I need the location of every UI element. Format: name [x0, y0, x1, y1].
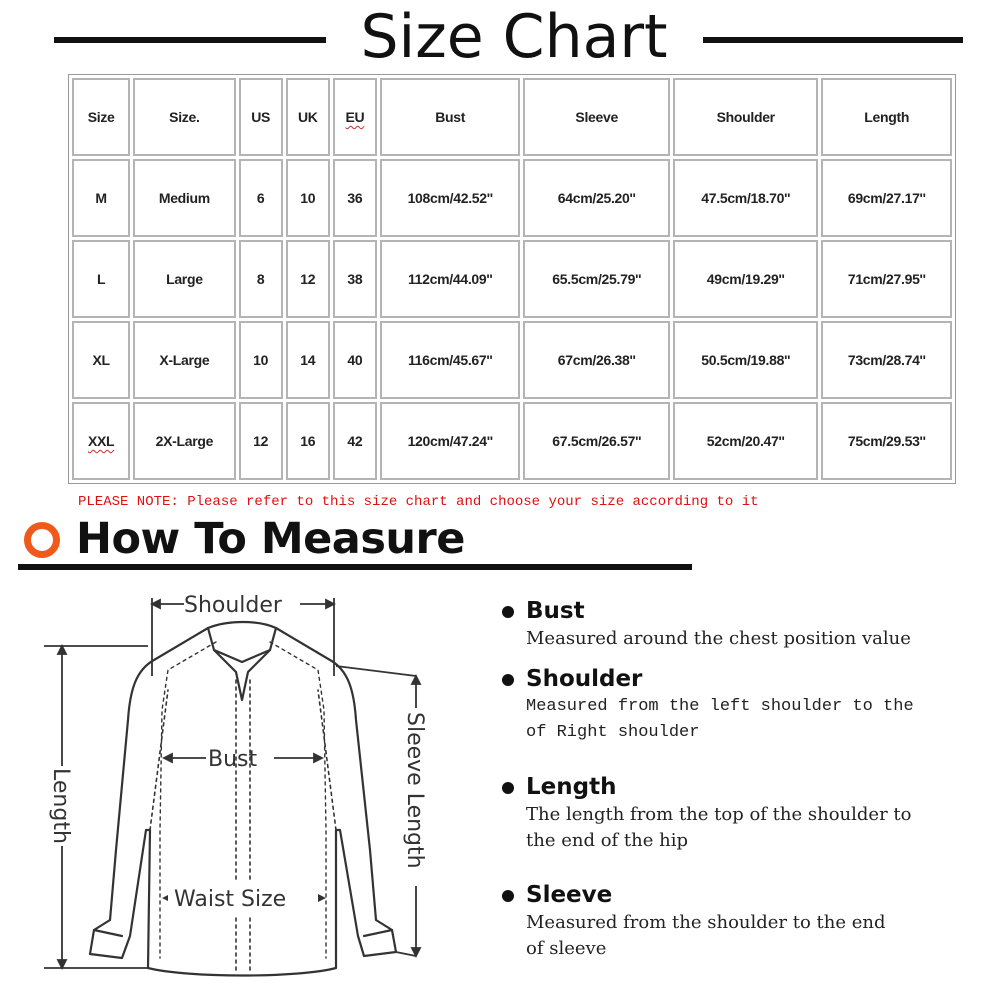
header-cell-bust: Bust — [380, 78, 520, 156]
shirt-placket — [236, 680, 250, 970]
table-cell: 71cm/27.95'' — [821, 240, 952, 318]
definition-sleeve — [496, 880, 886, 962]
header-cell-length: Length — [821, 78, 952, 156]
section-rule — [18, 564, 692, 570]
shirt-cuff-right — [364, 930, 392, 936]
arrowhead-icon — [314, 754, 322, 762]
header-cell-size: Size — [72, 78, 130, 156]
definition-text-line2: of Right shoulder — [526, 723, 700, 742]
table-cell: 14 — [286, 321, 330, 399]
shirt-cuff-left — [94, 930, 122, 936]
definition-heading: Shoulder — [526, 666, 643, 692]
shirt-collar-band — [214, 650, 270, 662]
header-cell-us: US — [239, 78, 283, 156]
shirt-illustration — [18, 580, 488, 990]
definition-text-line1: Measured from the left shoulder to the — [526, 697, 914, 716]
size-chart-header — [0, 0, 1000, 74]
table-cell: M — [72, 159, 130, 237]
table-cell: XL — [72, 321, 130, 399]
table-cell: 67cm/26.38'' — [523, 321, 670, 399]
header-cell-eu — [333, 78, 377, 156]
table-cell: 2X-Large — [133, 402, 235, 480]
table-cell: 12 — [286, 240, 330, 318]
how-to-measure-header — [0, 512, 1000, 582]
table-cell: 8 — [239, 240, 283, 318]
title-rule-left — [54, 37, 326, 43]
bullet-icon — [502, 674, 514, 686]
table-cell: 10 — [286, 159, 330, 237]
table-cell: 65.5cm/25.79'' — [523, 240, 670, 318]
shirt-sleeve-seam-left — [150, 690, 168, 830]
bullet-icon — [502, 782, 514, 794]
table-row — [72, 159, 952, 237]
size-xxl-label: XXL — [87, 433, 115, 449]
sleeve-guide-bottom — [396, 952, 416, 956]
table-cell: 10 — [239, 321, 283, 399]
arrowhead-icon — [412, 676, 420, 684]
diagram-label-shoulder: Shoulder — [184, 593, 282, 618]
table-cell: 47.5cm/18.70'' — [673, 159, 819, 237]
title-rule-right — [703, 37, 963, 43]
section-title: How To Measure — [76, 514, 465, 564]
table-cell: 42 — [333, 402, 377, 480]
arrowhead-icon — [58, 960, 66, 968]
table-cell: X-Large — [133, 321, 235, 399]
table-cell: 6 — [239, 159, 283, 237]
table-cell: 69cm/27.17'' — [821, 159, 952, 237]
definition-bust — [496, 596, 911, 652]
definition-length — [496, 772, 911, 854]
arrowhead-icon — [58, 646, 66, 654]
table-cell: 75cm/29.53'' — [821, 402, 952, 480]
orange-circle-icon — [24, 522, 60, 558]
table-cell: 52cm/20.47'' — [673, 402, 819, 480]
table-header-row — [72, 78, 952, 156]
table-cell: 116cm/45.67'' — [380, 321, 520, 399]
sleeve-guide-top — [336, 666, 416, 676]
bullet-icon — [502, 890, 514, 902]
shirt-measurement-diagram — [18, 580, 488, 990]
definition-text-line2: the end of the hip — [526, 830, 688, 851]
table-cell: 64cm/25.20'' — [523, 159, 670, 237]
definition-text-line1: Measured from the shoulder to the end — [526, 912, 886, 933]
table-cell: 12 — [239, 402, 283, 480]
header-cell-size-name: Size. — [133, 78, 235, 156]
table-cell: Large — [133, 240, 235, 318]
definition-heading: Bust — [526, 598, 585, 624]
table-cell: 50.5cm/19.88'' — [673, 321, 819, 399]
table-cell: 112cm/44.09'' — [380, 240, 520, 318]
table-cell: 36 — [333, 159, 377, 237]
shirt-outline — [90, 622, 396, 976]
table-cell: Medium — [133, 159, 235, 237]
table-cell: 67.5cm/26.57'' — [523, 402, 670, 480]
table-cell: 120cm/47.24'' — [380, 402, 520, 480]
size-table — [68, 74, 956, 484]
definition-heading: Sleeve — [526, 882, 613, 908]
diagram-label-bust: Bust — [208, 747, 258, 772]
page-title: Size Chart — [360, 2, 668, 72]
definition-heading: Length — [526, 774, 617, 800]
size-note: PLEASE NOTE: Please refer to this size chart and choose your size according to it — [78, 494, 759, 510]
arrowhead-icon — [164, 754, 172, 762]
diagram-label-length: Length — [48, 768, 73, 844]
header-cell-uk: UK — [286, 78, 330, 156]
shirt-sleeve-seam-right — [318, 690, 336, 830]
arrowhead-icon — [152, 600, 160, 608]
diagram-label-waist: Waist Size — [174, 887, 287, 912]
diagram-label-sleeve-length: Sleeve Length — [402, 712, 427, 869]
table-cell: 40 — [333, 321, 377, 399]
table-row — [72, 321, 952, 399]
table-cell: 16 — [286, 402, 330, 480]
table-cell — [72, 402, 130, 480]
table-cell: 108cm/42.52'' — [380, 159, 520, 237]
definition-text: Measured around the chest position value — [526, 628, 911, 649]
definition-text-line1: The length from the top of the shoulder to — [526, 804, 912, 825]
shirt-collar — [208, 628, 276, 700]
header-cell-shoulder: Shoulder — [673, 78, 819, 156]
bullet-icon — [502, 606, 514, 618]
definition-shoulder — [496, 664, 914, 746]
table-cell: 38 — [333, 240, 377, 318]
header-eu-label: EU — [345, 109, 365, 125]
table-cell: 73cm/28.74'' — [821, 321, 952, 399]
arrowhead-icon — [326, 600, 334, 608]
header-cell-sleeve: Sleeve — [523, 78, 670, 156]
definition-text-line2: of sleeve — [526, 938, 607, 959]
table-cell: L — [72, 240, 130, 318]
table-cell: 49cm/19.29'' — [673, 240, 819, 318]
table-row — [72, 240, 952, 318]
table-row — [72, 402, 952, 480]
